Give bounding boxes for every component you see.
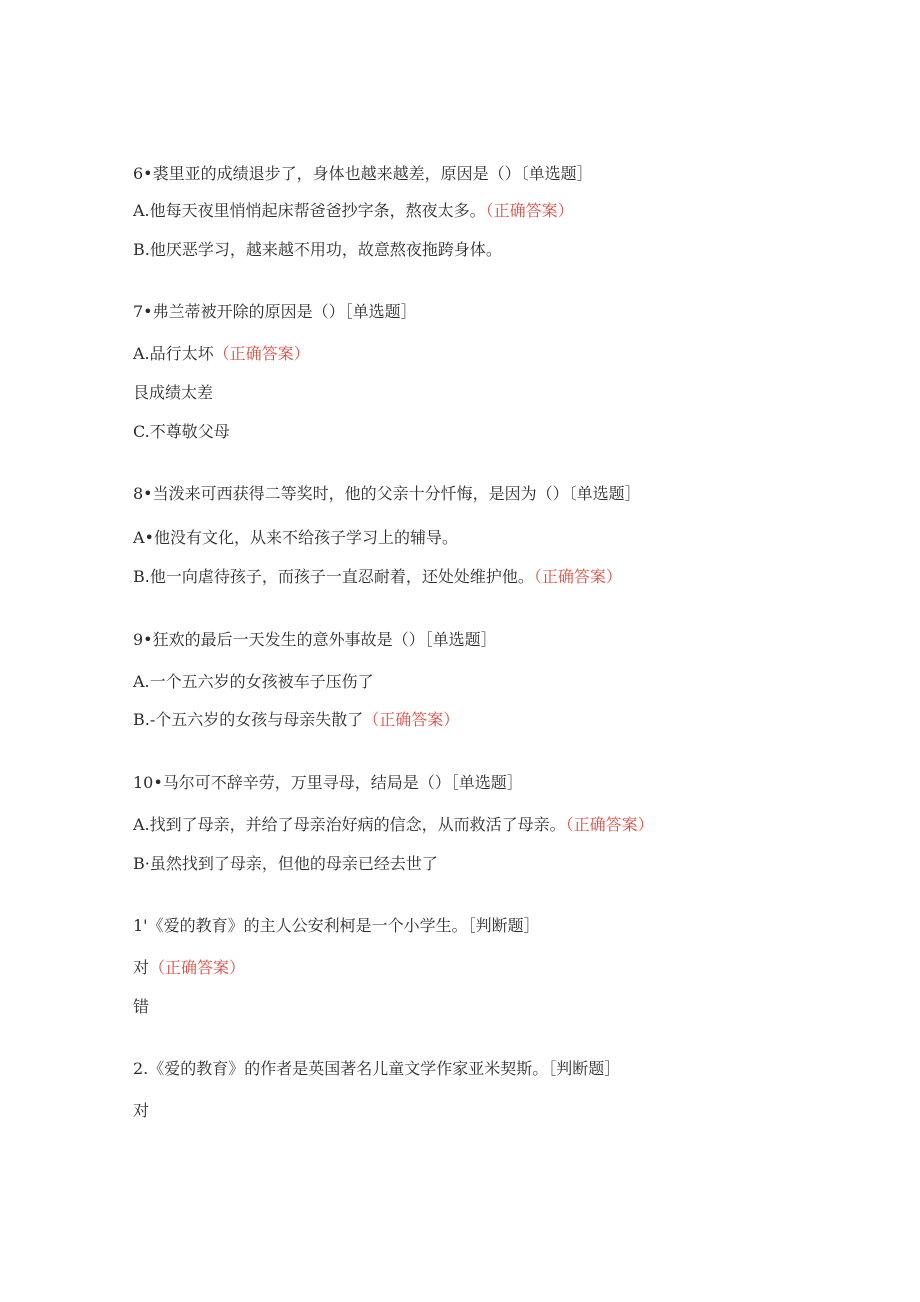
- option-text: A.他每天夜里悄悄起床帮爸爸抄字条，熬夜太多。: [133, 201, 486, 220]
- correct-answer-mark: （正确答案）: [565, 815, 654, 834]
- option-text: C.不尊敬父母: [133, 422, 230, 441]
- option-b: [133, 383, 213, 403]
- option-text: A.品行太坏: [133, 344, 214, 363]
- option-a: [133, 201, 574, 221]
- option-text: 对: [133, 1101, 150, 1120]
- option-text: 艮成绩太差: [133, 383, 214, 402]
- option-text: B.他一向虐待孩子，而孩子一直忍耐着，还处处维护他。: [133, 567, 534, 586]
- option-a: [133, 672, 374, 692]
- correct-answer-mark: （正确答案）: [363, 710, 460, 729]
- question-stem: 2.《爱的教育》的作者是英国著名儿童文学作家亚米契斯。［判断题］: [133, 1059, 621, 1078]
- question-stem: 9•狂欢的最后一天发生的意外事故是（）［单选题］: [133, 630, 497, 649]
- correct-answer-mark: （正确答案）: [149, 958, 246, 977]
- correct-answer-mark: （正确答案）: [213, 344, 310, 363]
- option-b: [133, 854, 438, 874]
- option-text: B.他厌恶学习，越来越不用功，故意熬夜拖跨身体。: [133, 240, 502, 259]
- option-a: [133, 815, 654, 835]
- question-stem: 10•马尔可不辞辛劳，万里寻母，结局是（）［单选题］: [133, 773, 523, 792]
- option-a: [133, 344, 310, 364]
- question-stem: 8•当泼来可西获得二等奖时，他的父亲十分忏悔，是因为（）〔单选题］: [133, 484, 641, 503]
- option-false: [133, 997, 149, 1017]
- option-b: [133, 240, 502, 260]
- option-true: [133, 958, 245, 978]
- question-stem: 6•裘里亚的成绩退步了，身体也越来越差，原因是（）〔单选题］: [133, 164, 593, 183]
- option-text: B.-个五六岁的女孩与母亲失散了: [133, 710, 364, 729]
- option-text: B·虽然找到了母亲，但他的母亲已经去世了: [133, 854, 438, 873]
- option-a: [133, 528, 458, 548]
- option-b: [133, 710, 459, 730]
- question-stem: 7•弗兰蒂被开除的原因是（）［单选题］: [133, 302, 417, 321]
- option-true: [133, 1101, 149, 1121]
- option-text: 错: [133, 997, 150, 1016]
- option-text: 对: [133, 958, 150, 977]
- option-text: A.一个五六岁的女孩被车子压伤了: [133, 672, 374, 691]
- option-text: A.找到了母亲，并给了母亲治好病的信念，从而救活了母亲。: [133, 815, 566, 834]
- question-stem: 1'《爱的教育》的主人公安利柯是一个小学生。［判断题］: [133, 916, 540, 935]
- option-c: [133, 422, 230, 442]
- correct-answer-mark: （正确答案）: [533, 567, 622, 586]
- correct-answer-mark: （正确答案）: [485, 201, 574, 220]
- option-text: A•他没有文化，从来不给孩子学习上的辅导。: [133, 528, 458, 547]
- option-b: [133, 567, 622, 587]
